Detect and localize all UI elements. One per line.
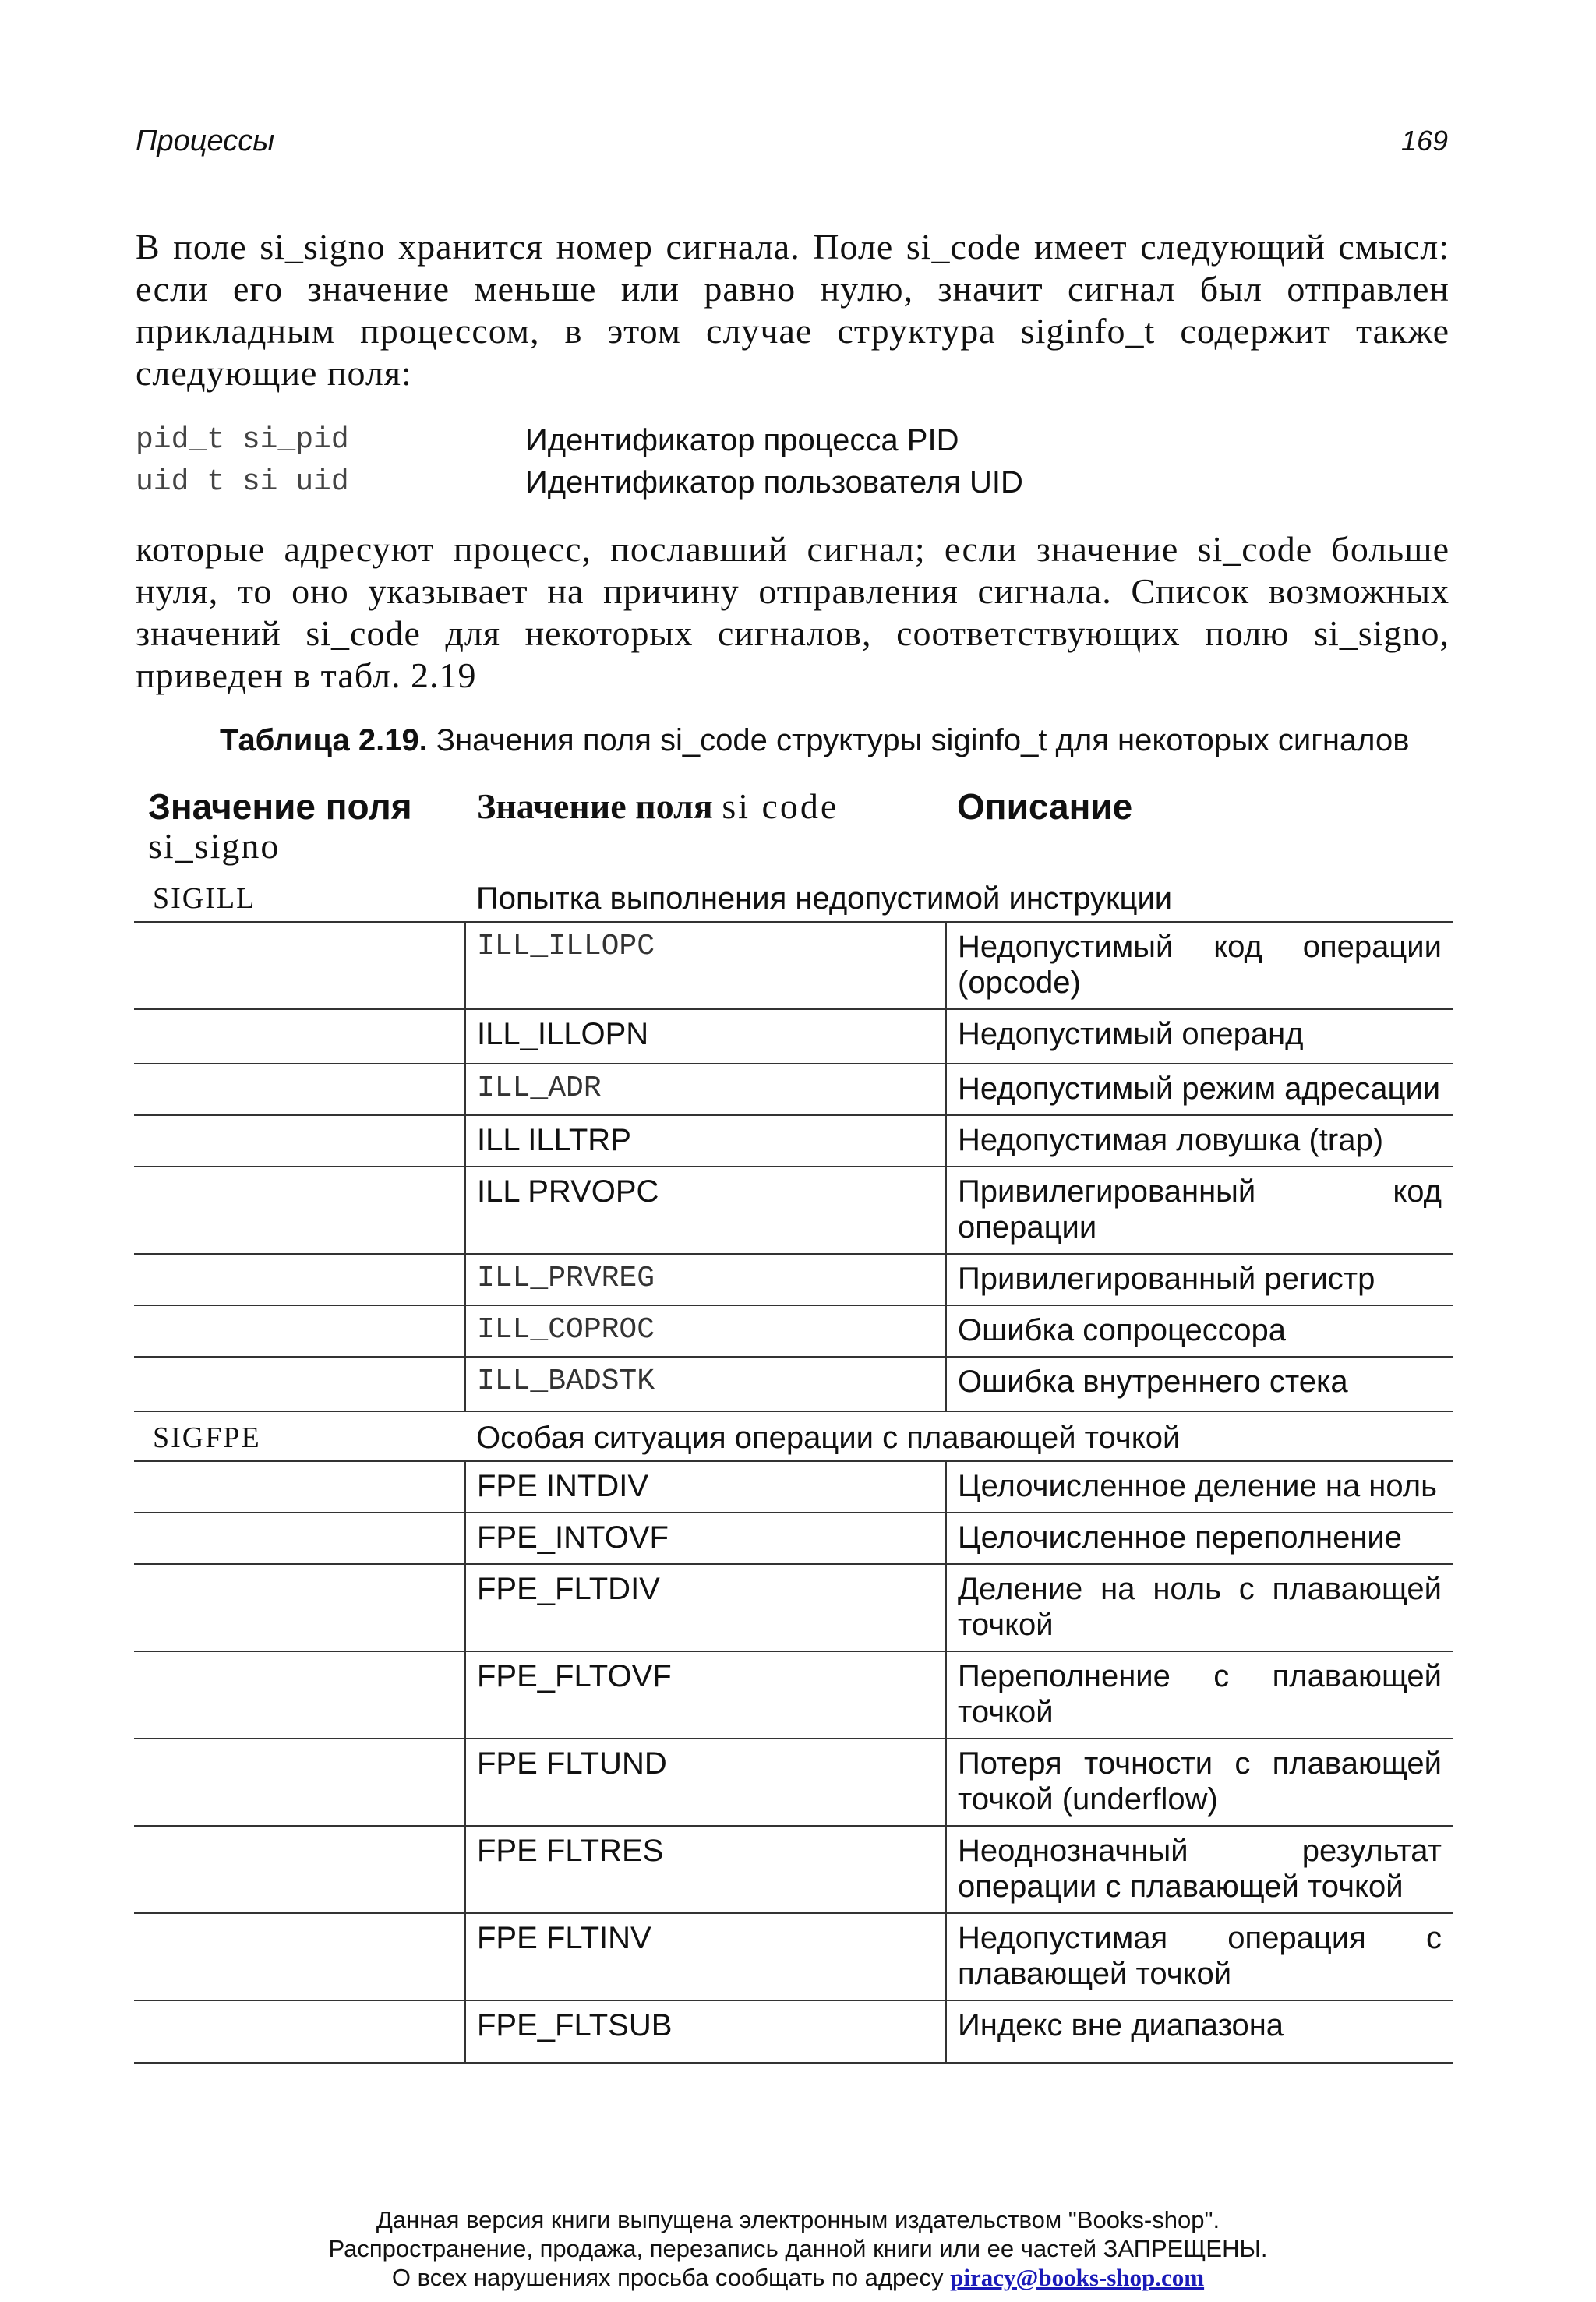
signal-name: SIGILL [134, 873, 465, 922]
signal-description: Особая ситуация операции с плавающей точкой [465, 1411, 1453, 1461]
description-cell: Целочисленное переполнение [946, 1513, 1453, 1564]
definition-code: uid t si uid [136, 465, 349, 499]
empty-cell [134, 1739, 465, 1826]
definition-row [136, 423, 1382, 465]
table-row [134, 1564, 1453, 1651]
running-head: Процессы [136, 125, 275, 157]
definition-row [136, 465, 1382, 507]
column-header-description [957, 787, 1132, 827]
signal-name: SIGFPE [134, 1411, 465, 1461]
description-cell: Ошибка сопроцессора [946, 1305, 1453, 1357]
empty-cell [134, 1651, 465, 1739]
column-header-field: si code [722, 786, 839, 826]
table-row [134, 1254, 1453, 1305]
si-code-cell: FPE_FLTSUB [465, 2000, 946, 2063]
definition-desc: Идентификатор пользователя UID [525, 465, 1023, 500]
empty-cell [134, 1826, 465, 1913]
empty-cell [134, 1461, 465, 1513]
description-cell: Недопустимый код операции (opcode) [946, 922, 1453, 1009]
si-code-cell: ILL_ILLOPN [465, 1009, 946, 1064]
description-cell: Переполнение с плавающей точкой [946, 1651, 1453, 1739]
empty-cell [134, 1064, 465, 1115]
description-cell: Недопустимая операция с плавающей точкой [946, 1913, 1453, 2000]
column-header-signo [148, 787, 460, 866]
table-row [134, 1739, 1453, 1826]
table-row [134, 1064, 1453, 1115]
si-code-cell: FPE FLTRES [465, 1826, 946, 1913]
description-cell: Привилегированный код операции [946, 1167, 1453, 1254]
description-cell: Недопустимая ловушка (trap) [946, 1115, 1453, 1167]
paragraph-intro: В поле si_signo хранится номер сигнала. Поле si_code имеет следующий смысл: если его значение меньше или равно нулю, значит сигнал был отправлен прикладным процессом, в этом случае структура siginfo_t содержит также следующие поля: [136, 227, 1449, 393]
column-header-bold: Значение поля [148, 786, 412, 827]
description-cell: Индекс вне диапазона [946, 2000, 1453, 2063]
table-row [134, 1357, 1453, 1411]
si-code-cell: ILL_ILLOPC [465, 922, 946, 1009]
table-row [134, 2000, 1453, 2063]
empty-cell [134, 1115, 465, 1167]
si-code-cell: FPE INTDIV [465, 1461, 946, 1513]
paragraph-body: которые адресуют процесс, пославший сигнал; если значение si_code больше нуля, то оно указывает на причину отправления сигнала. Список возможных значений si_code для некоторых сигналов, соответствующих полю si_signo, приведен в табл. 2.19 [136, 529, 1449, 695]
footer-line: Данная версия книги выпущена электронным издательством "Books-shop". [376, 2206, 1220, 2233]
table-row [134, 1651, 1453, 1739]
table-row [134, 1167, 1453, 1254]
table-row [134, 1513, 1453, 1564]
description-cell: Деление на ноль с плавающей точкой [946, 1564, 1453, 1651]
footer [0, 2205, 1596, 2292]
si-code-cell: ILL_ADR [465, 1064, 946, 1115]
si-code-cell: FPE_FLTDIV [465, 1564, 946, 1651]
si-code-cell: FPE FLTUND [465, 1739, 946, 1826]
definition-code: pid_t si_pid [136, 423, 349, 457]
si-code-cell: FPE FLTINV [465, 1913, 946, 2000]
definition-desc: Идентификатор процесса PID [525, 423, 959, 457]
description-cell: Потеря точности с плавающей точкой (underflow) [946, 1739, 1453, 1826]
table-row [134, 1305, 1453, 1357]
si-code-cell: ILL PRVOPC [465, 1167, 946, 1254]
empty-cell [134, 1913, 465, 2000]
si-code-cell: FPE_INTOVF [465, 1513, 946, 1564]
empty-cell [134, 1357, 465, 1411]
column-header-bold: Описание [957, 786, 1133, 827]
table-row [134, 1913, 1453, 2000]
si-code-cell: ILL_COPROC [465, 1305, 946, 1357]
empty-cell [134, 1167, 465, 1254]
description-cell: Ошибка внутреннего стека [946, 1357, 1453, 1411]
column-header-code [477, 787, 945, 826]
table-row [134, 922, 1453, 1009]
table-row [134, 1826, 1453, 1913]
description-cell: Неоднозначный результат операции с плавающей точкой [946, 1826, 1453, 1913]
si-code-cell: ILL_PRVREG [465, 1254, 946, 1305]
table-caption-label: Таблица 2.19. [220, 723, 428, 757]
column-header-field: si_signo [148, 826, 281, 866]
si-code-cell: ILL_BADSTK [465, 1357, 946, 1411]
table-group-row [134, 873, 1453, 922]
signal-description: Попытка выполнения недопустимой инструкции [465, 873, 1453, 922]
table-row [134, 1009, 1453, 1064]
empty-cell [134, 2000, 465, 2063]
empty-cell [134, 1009, 465, 1064]
table-caption-text: Значения поля si_code структуры siginfo_t для некоторых сигналов [436, 723, 1410, 757]
empty-cell [134, 1305, 465, 1357]
table-row [134, 1461, 1453, 1513]
footer-email-link[interactable]: piracy@books-shop.com [950, 2264, 1205, 2291]
footer-line [0, 2263, 1596, 2292]
signal-table [134, 873, 1453, 2064]
footer-notice: О всех нарушениях просьба сообщать по адресу [391, 2264, 944, 2291]
empty-cell [134, 1513, 465, 1564]
empty-cell [134, 1564, 465, 1651]
description-cell: Привилегированный регистр [946, 1254, 1453, 1305]
table-group-row [134, 1411, 1453, 1461]
si-code-cell: ILL ILLTRP [465, 1115, 946, 1167]
page-number: 169 [1400, 125, 1448, 157]
column-header-bold: Значение поля [477, 786, 713, 826]
footer-line: Распространение, продажа, перезапись данной книги или ее частей ЗАПРЕЩЕНЫ. [328, 2235, 1268, 2262]
description-cell: Целочисленное деление на ноль [946, 1461, 1453, 1513]
si-code-cell: FPE_FLTOVF [465, 1651, 946, 1739]
table-row [134, 1115, 1453, 1167]
empty-cell [134, 922, 465, 1009]
table-caption [220, 723, 1409, 758]
description-cell: Недопустимый режим адресации [946, 1064, 1453, 1115]
empty-cell [134, 1254, 465, 1305]
description-cell: Недопустимый операнд [946, 1009, 1453, 1064]
